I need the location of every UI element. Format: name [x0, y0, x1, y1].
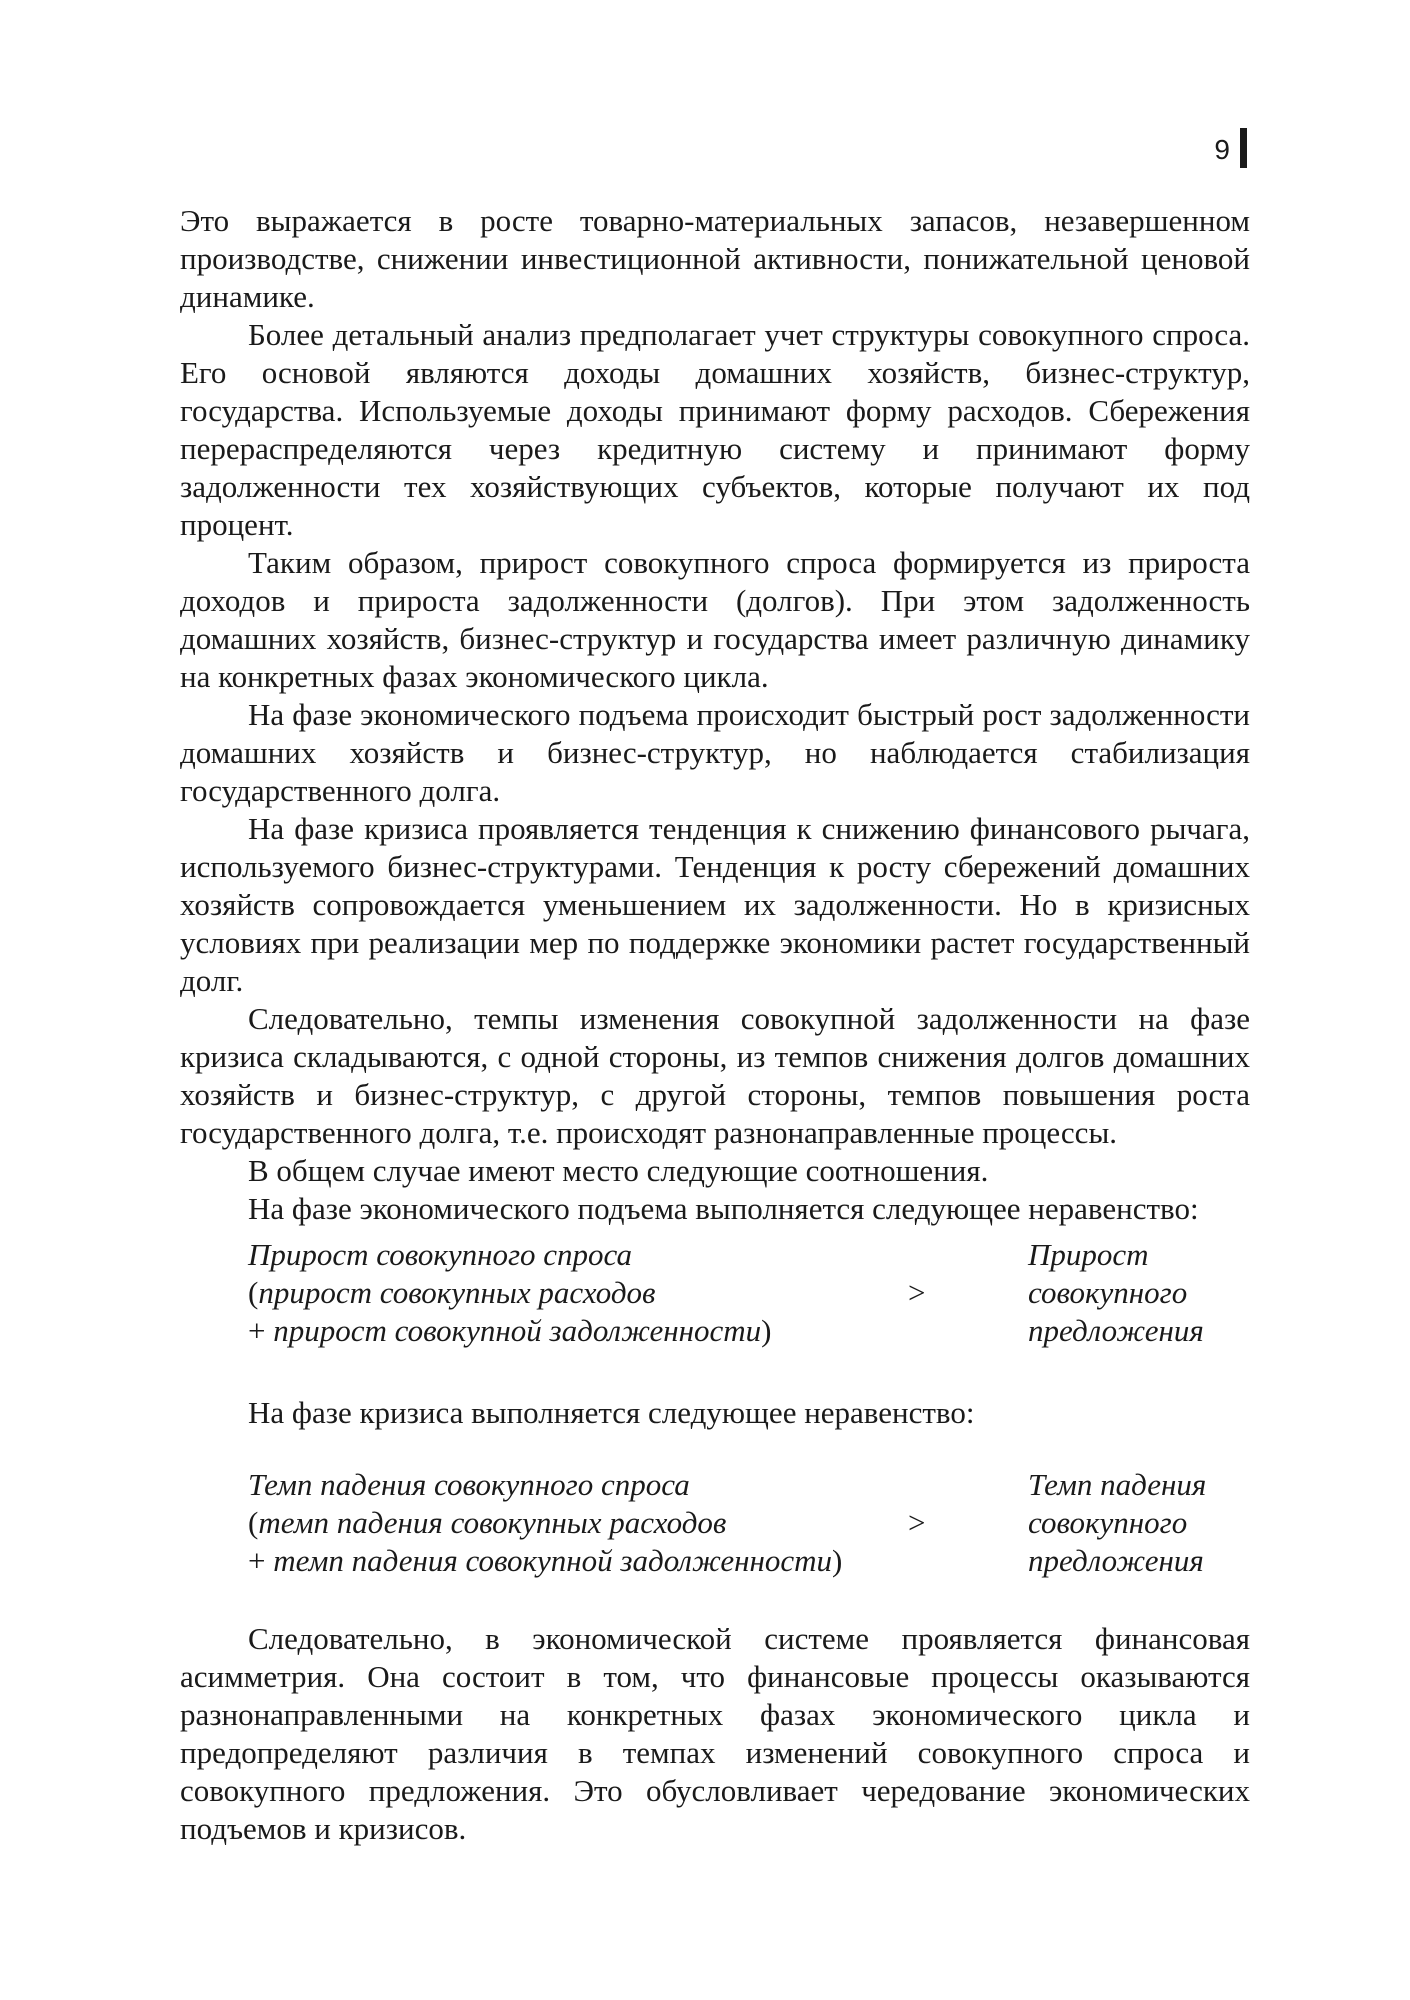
paragraph: На фазе экономического подъема происходит быстрый рост задолженности домашних хозяйств и бизнес-структур, но наблюдается стабилизация государственного долга. [180, 697, 1250, 808]
formula-line: Темп падения совокупного спроса [248, 1467, 690, 1502]
inequality-left-side [248, 1466, 908, 1580]
formula-line [248, 1542, 908, 1580]
formula-line: Прирост совокупного спроса [248, 1237, 633, 1272]
inequality-left-side [248, 1236, 908, 1350]
inequality-right-side [1028, 1236, 1258, 1350]
formula-line [248, 1504, 908, 1542]
open-paren: ( [248, 1275, 259, 1310]
formula-line: предложения [1028, 1543, 1204, 1578]
paragraph-continued: Это выражается в росте товарно-материальных запасов, незавершенном производстве, снижении инвестиционной активности, понижательной ценовой динамике. [180, 203, 1250, 314]
paragraph: Следовательно, в экономической системе проявляется финансовая асимметрия. Она состоит в том, что финансовые процессы оказываются разнонаправленными на конкретных фазах экономического цикла и предопределяют различия в темпах изменений совокупного спроса и совокупного предложения. Это обусловливает чередование экономических подъемов и кризисов. [180, 1621, 1250, 1846]
paragraph: На фазе кризиса проявляется тенденция к снижению финансового рычага, используемого бизнес-структурами. Тенденция к росту сбережений домашних хозяйств сопровождается уменьшением их задолженности. Но в кризисных условиях при реализации мер по поддержке экономики растет государственный долг. [180, 811, 1250, 998]
greater-than-sign: > [908, 1505, 926, 1540]
close-paren: ) [761, 1313, 772, 1348]
formula-line [248, 1312, 908, 1350]
formula-term: прирост совокупной задолженности [273, 1313, 762, 1348]
inequality-right-side [1028, 1466, 1258, 1580]
formula-line: совокупного [1028, 1505, 1188, 1540]
page-number-bar [1240, 128, 1247, 168]
close-paren: ) [832, 1543, 843, 1578]
body-text-bottom [180, 1620, 1250, 1848]
paragraph: На фазе экономического подъема выполняется следующее неравенство: [248, 1191, 1199, 1226]
formula-term: прирост совокупных расходов [258, 1275, 656, 1310]
plus-sign: + [248, 1313, 274, 1348]
formula-term: темп падения совокупных расходов [258, 1505, 727, 1540]
inequality-crisis-phase [248, 1466, 1250, 1580]
formula-line: Темп падения [1028, 1467, 1207, 1502]
paragraph: В общем случае имеют место следующие соотношения. [248, 1153, 989, 1188]
paragraph: Следовательно, темпы изменения совокупной задолженности на фазе кризиса складываются, с одной стороны, из темпов снижения долгов домашних хозяйств и бизнес-структур, с другой стороны, темпов повышения роста государственного долга, т.е. происходят разнонаправленные процессы. [180, 1001, 1250, 1150]
paragraph: Более детальный анализ предполагает учет структуры совокупного спроса. Его основой являются доходы домашних хозяйств, бизнес-структур, государства. Используемые доходы принимают форму расходов. Сбережения перераспределяются через кредитную систему и принимают форму задолженности тех хозяйствующих субъектов, которые получают их под процент. [180, 317, 1250, 542]
formula-line [248, 1274, 908, 1312]
greater-than-sign: > [908, 1275, 926, 1310]
paragraph-crisis-intro: На фазе кризиса выполняется следующее неравенство: [248, 1395, 975, 1430]
body-text-top [180, 202, 1250, 1228]
paragraph: Таким образом, прирост совокупного спроса формируется из прироста доходов и прироста задолженности (долгов). При этом задолженность домашних хозяйств, бизнес-структур и государства имеет различную динамику на конкретных фазах экономического цикла. [180, 545, 1250, 694]
formula-line: совокупного [1028, 1275, 1188, 1310]
plus-sign: + [248, 1543, 274, 1578]
formula-line: предложения [1028, 1313, 1204, 1348]
page-number: 9 [1214, 134, 1230, 165]
inequality-growth-phase [248, 1236, 1250, 1350]
formula-line: Прирост [1028, 1237, 1149, 1272]
open-paren: ( [248, 1505, 259, 1540]
formula-term: темп падения совокупной задолженности [273, 1543, 833, 1578]
